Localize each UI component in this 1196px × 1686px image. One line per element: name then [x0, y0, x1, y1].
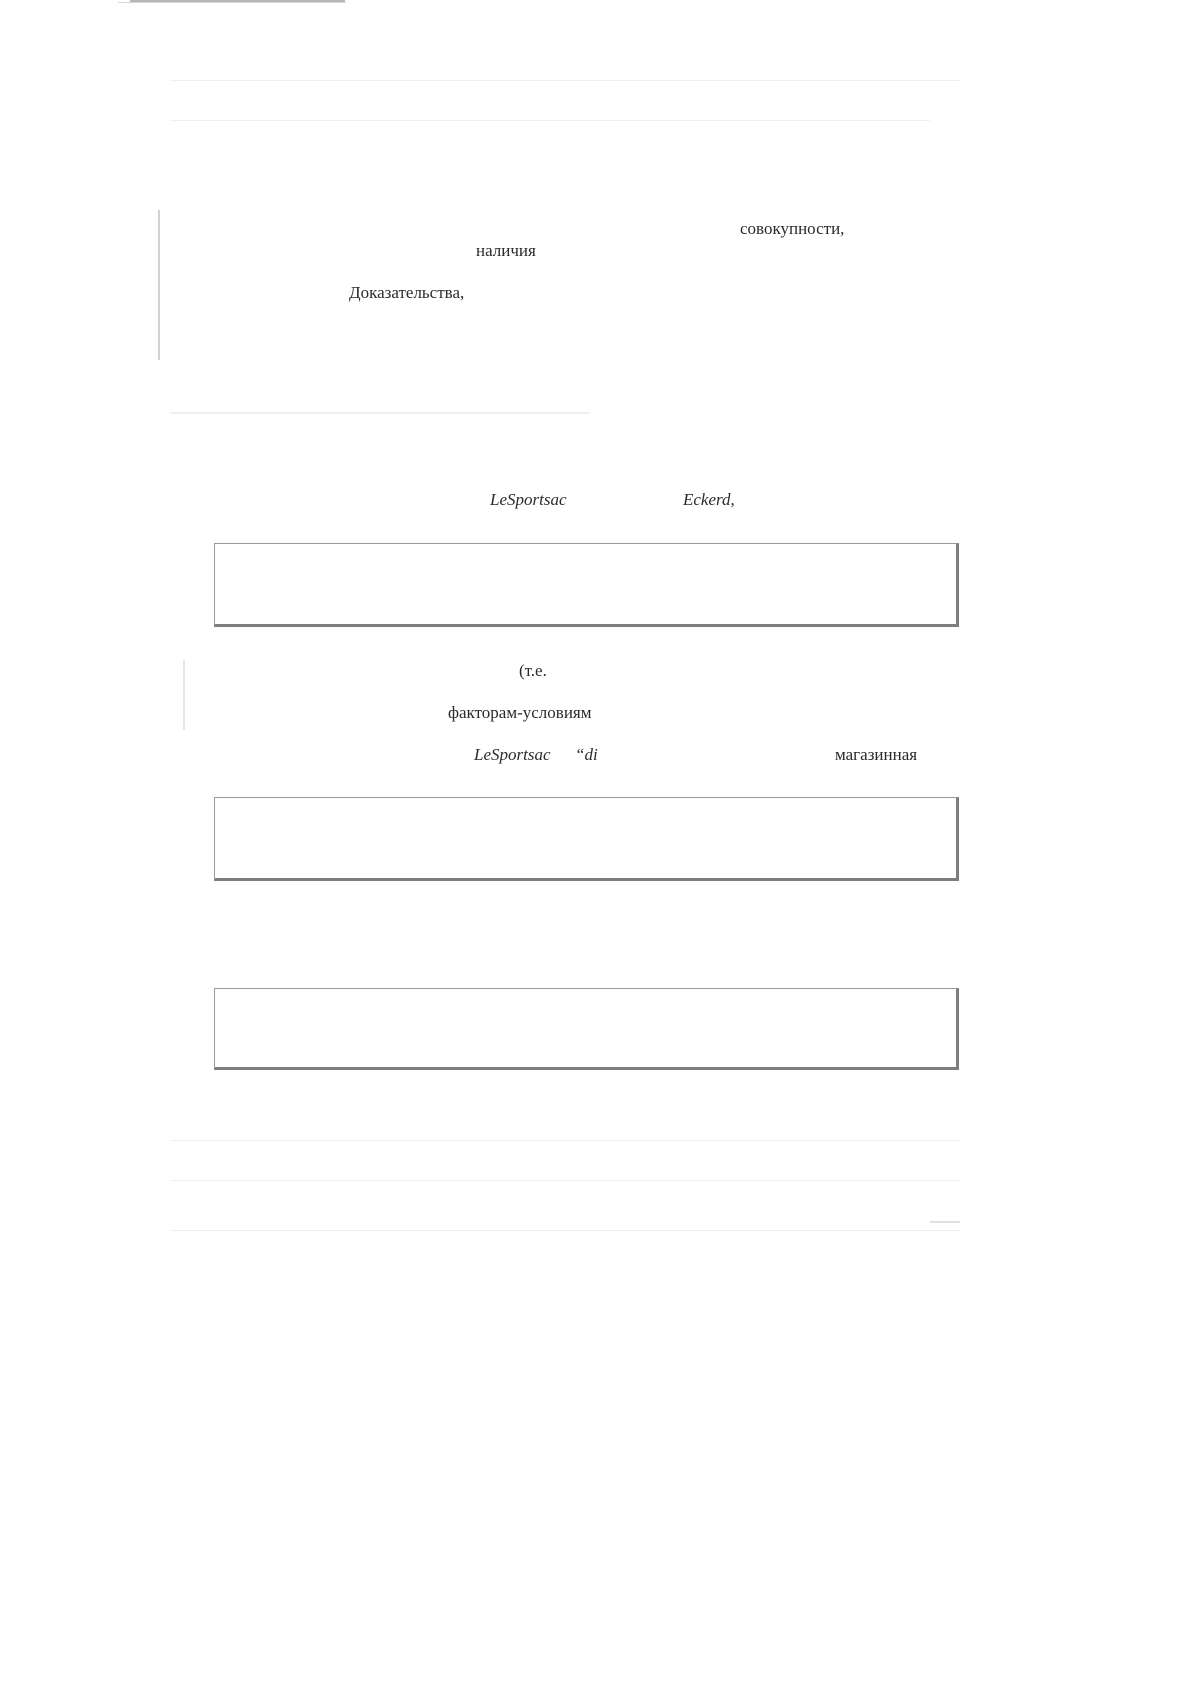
faint-text-line: [170, 1140, 960, 1141]
faint-text-line: [170, 1180, 960, 1181]
faint-text-line: [170, 120, 930, 121]
text-fragment: магазинная: [835, 745, 918, 764]
text-fragment: наличия: [476, 241, 536, 260]
text-fragment: Доказательства,: [349, 283, 465, 302]
margin-mark: [158, 210, 160, 360]
text-fragment: “di: [575, 745, 598, 764]
faint-text-line: [170, 1230, 960, 1231]
page-number-mark: [930, 1221, 960, 1223]
margin-mark: [183, 660, 185, 730]
definition-box-3: [214, 988, 959, 1070]
scan-artifact-line-thin: [118, 2, 346, 3]
text-fragment: LeSportsac: [490, 490, 567, 509]
faint-text-line: [170, 80, 960, 81]
faint-heading-line: [170, 412, 590, 414]
text-fragment: факторам-условиям: [448, 703, 592, 722]
text-fragment: совокупности,: [740, 219, 845, 238]
text-fragment: (т.е.: [519, 661, 547, 680]
definition-box-2: [214, 797, 959, 881]
text-fragment: LeSportsac: [474, 745, 551, 764]
text-fragment: Eckerd,: [683, 490, 735, 509]
definition-box-1: [214, 543, 959, 627]
